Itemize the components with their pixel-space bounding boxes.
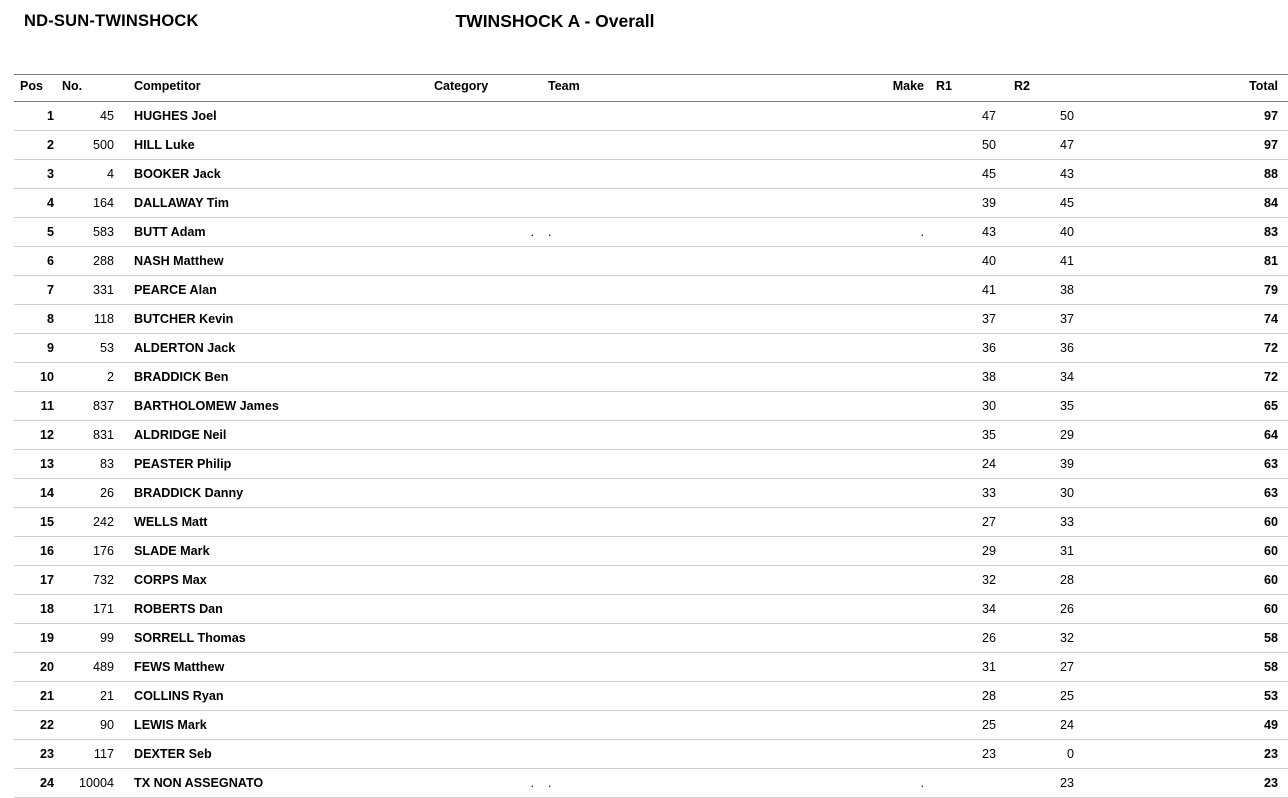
cell-r1: 50 (932, 131, 1010, 160)
cell-pos: 18 (14, 595, 58, 624)
cell-no: 10004 (58, 769, 124, 798)
cell-team (538, 450, 778, 479)
column-header-competitor: Competitor (124, 75, 434, 102)
cell-make (778, 334, 932, 363)
cell-total: 72 (1088, 363, 1288, 392)
cell-no: 83 (58, 450, 124, 479)
cell-category (434, 682, 538, 711)
cell-make: . (778, 218, 932, 247)
column-header-no: No. (58, 75, 124, 102)
cell-competitor: CORPS Max (124, 566, 434, 595)
cell-make (778, 276, 932, 305)
cell-r2: 29 (1010, 421, 1088, 450)
cell-r2: 0 (1010, 740, 1088, 769)
cell-category (434, 247, 538, 276)
cell-team (538, 653, 778, 682)
cell-total: 60 (1088, 537, 1288, 566)
cell-total: 23 (1088, 769, 1288, 798)
cell-competitor: ALDERTON Jack (124, 334, 434, 363)
cell-pos: 6 (14, 247, 58, 276)
cell-r1: 41 (932, 276, 1010, 305)
table-row (14, 363, 1288, 392)
cell-category (434, 624, 538, 653)
table-row (14, 392, 1288, 421)
cell-r2: 43 (1010, 160, 1088, 189)
cell-total: 81 (1088, 247, 1288, 276)
table-body (14, 102, 1288, 798)
cell-category (434, 508, 538, 537)
cell-category (434, 479, 538, 508)
table-row (14, 218, 1288, 247)
table-row (14, 450, 1288, 479)
cell-category (434, 160, 538, 189)
cell-make (778, 740, 932, 769)
cell-team (538, 160, 778, 189)
cell-no: 242 (58, 508, 124, 537)
cell-competitor: TX NON ASSEGNATO (124, 769, 434, 798)
cell-team (538, 131, 778, 160)
column-header-team: Team (538, 75, 778, 102)
cell-r2: 35 (1010, 392, 1088, 421)
cell-r2: 34 (1010, 363, 1088, 392)
cell-r1: 30 (932, 392, 1010, 421)
cell-competitor: BOOKER Jack (124, 160, 434, 189)
cell-r1: 31 (932, 653, 1010, 682)
cell-category (434, 566, 538, 595)
cell-competitor: PEASTER Philip (124, 450, 434, 479)
cell-competitor: PEARCE Alan (124, 276, 434, 305)
cell-r1: 34 (932, 595, 1010, 624)
cell-r2: 39 (1010, 450, 1088, 479)
cell-competitor: HILL Luke (124, 131, 434, 160)
cell-no: 90 (58, 711, 124, 740)
cell-category (434, 305, 538, 334)
cell-make (778, 624, 932, 653)
cell-make: . (778, 769, 932, 798)
cell-team (538, 247, 778, 276)
table-row (14, 160, 1288, 189)
cell-team (538, 102, 778, 131)
table-row (14, 769, 1288, 798)
table-row (14, 595, 1288, 624)
cell-total: 84 (1088, 189, 1288, 218)
cell-make (778, 450, 932, 479)
cell-make (778, 102, 932, 131)
cell-pos: 17 (14, 566, 58, 595)
cell-pos: 4 (14, 189, 58, 218)
cell-total: 23 (1088, 740, 1288, 769)
cell-r2: 41 (1010, 247, 1088, 276)
column-header-pos: Pos (14, 75, 58, 102)
cell-pos: 11 (14, 392, 58, 421)
cell-team (538, 305, 778, 334)
cell-competitor: SORRELL Thomas (124, 624, 434, 653)
cell-make (778, 189, 932, 218)
column-header-make: Make (778, 75, 932, 102)
cell-no: 99 (58, 624, 124, 653)
cell-category (434, 537, 538, 566)
cell-category (434, 392, 538, 421)
cell-r1: 45 (932, 160, 1010, 189)
cell-pos: 5 (14, 218, 58, 247)
cell-pos: 16 (14, 537, 58, 566)
cell-total: 63 (1088, 479, 1288, 508)
cell-pos: 12 (14, 421, 58, 450)
cell-make (778, 595, 932, 624)
cell-r2: 37 (1010, 305, 1088, 334)
results-table (14, 74, 1288, 798)
cell-no: 171 (58, 595, 124, 624)
cell-r1: 25 (932, 711, 1010, 740)
cell-r1: 23 (932, 740, 1010, 769)
cell-competitor: BRADDICK Danny (124, 479, 434, 508)
table-row (14, 711, 1288, 740)
cell-total: 49 (1088, 711, 1288, 740)
cell-no: 732 (58, 566, 124, 595)
cell-r2: 24 (1010, 711, 1088, 740)
cell-r2: 27 (1010, 653, 1088, 682)
table-row (14, 247, 1288, 276)
table-row (14, 624, 1288, 653)
cell-pos: 3 (14, 160, 58, 189)
table-row (14, 682, 1288, 711)
table-header (14, 75, 1288, 102)
cell-r2: 31 (1010, 537, 1088, 566)
cell-competitor: SLADE Mark (124, 537, 434, 566)
cell-team (538, 189, 778, 218)
cell-r1: 43 (932, 218, 1010, 247)
event-title: ND-SUN-TWINSHOCK (24, 12, 199, 30)
cell-total: 64 (1088, 421, 1288, 450)
column-header-total: Total (1088, 75, 1288, 102)
cell-team (538, 508, 778, 537)
cell-competitor: BRADDICK Ben (124, 363, 434, 392)
table-row (14, 276, 1288, 305)
cell-pos: 10 (14, 363, 58, 392)
cell-r1: 33 (932, 479, 1010, 508)
cell-make (778, 421, 932, 450)
cell-team (538, 682, 778, 711)
table-row (14, 479, 1288, 508)
cell-category (434, 189, 538, 218)
cell-r1: 35 (932, 421, 1010, 450)
cell-category (434, 334, 538, 363)
cell-pos: 15 (14, 508, 58, 537)
cell-competitor: COLLINS Ryan (124, 682, 434, 711)
cell-make (778, 682, 932, 711)
cell-total: 65 (1088, 392, 1288, 421)
cell-team: . (538, 769, 778, 798)
cell-category: . (434, 218, 538, 247)
cell-competitor: WELLS Matt (124, 508, 434, 537)
cell-no: 176 (58, 537, 124, 566)
cell-make (778, 247, 932, 276)
cell-make (778, 711, 932, 740)
cell-r1: 40 (932, 247, 1010, 276)
cell-r1: 24 (932, 450, 1010, 479)
cell-competitor: LEWIS Mark (124, 711, 434, 740)
cell-make (778, 508, 932, 537)
cell-total: 79 (1088, 276, 1288, 305)
cell-total: 74 (1088, 305, 1288, 334)
table-row (14, 537, 1288, 566)
cell-competitor: BUTCHER Kevin (124, 305, 434, 334)
cell-r2: 45 (1010, 189, 1088, 218)
cell-team (538, 537, 778, 566)
cell-no: 583 (58, 218, 124, 247)
cell-category (434, 131, 538, 160)
cell-no: 489 (58, 653, 124, 682)
cell-no: 21 (58, 682, 124, 711)
cell-r2: 32 (1010, 624, 1088, 653)
cell-total: 88 (1088, 160, 1288, 189)
cell-no: 45 (58, 102, 124, 131)
cell-team (538, 363, 778, 392)
cell-total: 97 (1088, 102, 1288, 131)
cell-team (538, 276, 778, 305)
cell-pos: 14 (14, 479, 58, 508)
cell-no: 118 (58, 305, 124, 334)
cell-no: 117 (58, 740, 124, 769)
cell-pos: 13 (14, 450, 58, 479)
cell-no: 288 (58, 247, 124, 276)
cell-r1: 27 (932, 508, 1010, 537)
cell-total: 63 (1088, 450, 1288, 479)
cell-no: 4 (58, 160, 124, 189)
cell-competitor: DEXTER Seb (124, 740, 434, 769)
cell-category (434, 595, 538, 624)
cell-r2: 47 (1010, 131, 1088, 160)
cell-no: 2 (58, 363, 124, 392)
cell-competitor: ROBERTS Dan (124, 595, 434, 624)
table-row (14, 189, 1288, 218)
cell-make (778, 160, 932, 189)
cell-team: . (538, 218, 778, 247)
cell-category: . (434, 769, 538, 798)
page-title: TWINSHOCK A - Overall (455, 11, 655, 31)
cell-make (778, 479, 932, 508)
cell-total: 60 (1088, 595, 1288, 624)
cell-category (434, 653, 538, 682)
cell-category (434, 421, 538, 450)
cell-r2: 30 (1010, 479, 1088, 508)
cell-team (538, 595, 778, 624)
cell-no: 164 (58, 189, 124, 218)
cell-team (538, 479, 778, 508)
cell-r1: 32 (932, 566, 1010, 595)
cell-r1: 28 (932, 682, 1010, 711)
cell-no: 26 (58, 479, 124, 508)
cell-r2: 36 (1010, 334, 1088, 363)
cell-pos: 9 (14, 334, 58, 363)
table-row (14, 566, 1288, 595)
cell-total: 60 (1088, 508, 1288, 537)
cell-pos: 23 (14, 740, 58, 769)
column-header-r2: R2 (1010, 75, 1088, 102)
cell-make (778, 131, 932, 160)
cell-competitor: BARTHOLOMEW James (124, 392, 434, 421)
cell-r2: 23 (1010, 769, 1088, 798)
cell-r2: 38 (1010, 276, 1088, 305)
cell-team (538, 334, 778, 363)
cell-r1: 39 (932, 189, 1010, 218)
cell-make (778, 653, 932, 682)
cell-pos: 7 (14, 276, 58, 305)
table-row (14, 740, 1288, 769)
cell-pos: 1 (14, 102, 58, 131)
cell-competitor: DALLAWAY Tim (124, 189, 434, 218)
cell-r1: 47 (932, 102, 1010, 131)
cell-category (434, 711, 538, 740)
cell-r1: 38 (932, 363, 1010, 392)
cell-total: 60 (1088, 566, 1288, 595)
cell-total: 58 (1088, 653, 1288, 682)
cell-make (778, 363, 932, 392)
cell-competitor: FEWS Matthew (124, 653, 434, 682)
cell-competitor: ALDRIDGE Neil (124, 421, 434, 450)
table-row (14, 421, 1288, 450)
cell-r2: 50 (1010, 102, 1088, 131)
cell-total: 83 (1088, 218, 1288, 247)
column-header-category: Category (434, 75, 538, 102)
cell-r2: 40 (1010, 218, 1088, 247)
cell-r1: 29 (932, 537, 1010, 566)
cell-pos: 20 (14, 653, 58, 682)
cell-r1 (932, 769, 1010, 798)
cell-team (538, 711, 778, 740)
cell-r1: 36 (932, 334, 1010, 363)
cell-make (778, 537, 932, 566)
cell-category (434, 276, 538, 305)
cell-team (538, 566, 778, 595)
cell-category (434, 363, 538, 392)
cell-r2: 33 (1010, 508, 1088, 537)
cell-no: 500 (58, 131, 124, 160)
cell-no: 831 (58, 421, 124, 450)
cell-category (434, 740, 538, 769)
cell-total: 53 (1088, 682, 1288, 711)
table-row (14, 334, 1288, 363)
cell-pos: 22 (14, 711, 58, 740)
cell-competitor: HUGHES Joel (124, 102, 434, 131)
table-header-row (14, 75, 1288, 102)
table-row (14, 102, 1288, 131)
cell-total: 58 (1088, 624, 1288, 653)
cell-pos: 2 (14, 131, 58, 160)
cell-team (538, 740, 778, 769)
page-header (14, 0, 1186, 56)
column-header-r1: R1 (932, 75, 1010, 102)
cell-pos: 21 (14, 682, 58, 711)
cell-team (538, 421, 778, 450)
cell-competitor: NASH Matthew (124, 247, 434, 276)
cell-total: 72 (1088, 334, 1288, 363)
cell-category (434, 102, 538, 131)
cell-no: 837 (58, 392, 124, 421)
cell-pos: 19 (14, 624, 58, 653)
cell-r2: 25 (1010, 682, 1088, 711)
cell-team (538, 624, 778, 653)
cell-team (538, 392, 778, 421)
cell-no: 53 (58, 334, 124, 363)
cell-pos: 24 (14, 769, 58, 798)
cell-r2: 26 (1010, 595, 1088, 624)
cell-r1: 37 (932, 305, 1010, 334)
table-row (14, 305, 1288, 334)
table-row (14, 508, 1288, 537)
cell-r2: 28 (1010, 566, 1088, 595)
table-row (14, 653, 1288, 682)
cell-make (778, 392, 932, 421)
cell-total: 97 (1088, 131, 1288, 160)
cell-category (434, 450, 538, 479)
cell-competitor: BUTT Adam (124, 218, 434, 247)
cell-pos: 8 (14, 305, 58, 334)
cell-make (778, 305, 932, 334)
cell-r1: 26 (932, 624, 1010, 653)
cell-no: 331 (58, 276, 124, 305)
table-row (14, 131, 1288, 160)
cell-make (778, 566, 932, 595)
